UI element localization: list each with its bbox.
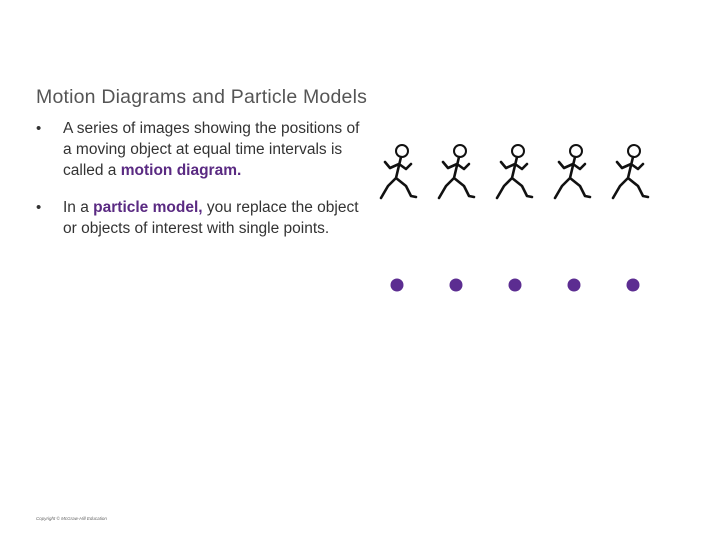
copyright-notice: Copyright © McGraw-Hill Education xyxy=(36,516,107,521)
bullet-text xyxy=(63,197,366,239)
bullet-item-motion-diagram xyxy=(36,118,366,181)
running-person-icon xyxy=(555,145,590,198)
running-person-icon xyxy=(381,145,416,198)
particle-point xyxy=(450,279,463,292)
running-person-icon xyxy=(613,145,648,198)
running-person-icon xyxy=(497,145,532,198)
term-particle-model: particle model, xyxy=(93,199,203,216)
term-motion-diagram: motion diagram. xyxy=(120,162,242,179)
bullet-item-particle-model xyxy=(36,197,366,239)
particle-model-points xyxy=(388,276,648,294)
bullet-text-plain: In a xyxy=(63,199,94,216)
bullet-marker: • xyxy=(36,120,42,137)
particle-point xyxy=(509,279,522,292)
particle-point xyxy=(568,279,581,292)
particle-point xyxy=(391,279,404,292)
particle-point xyxy=(627,279,640,292)
running-person-icon xyxy=(439,145,474,198)
bullet-text-plain: A series of images showing the positions of a moving object at equal time intervals is called a xyxy=(63,120,360,179)
motion-diagram-figures xyxy=(372,142,662,204)
bullet-marker: • xyxy=(36,199,42,216)
slide-title: Motion Diagrams and Particle Models xyxy=(36,86,368,108)
bullet-text-after: you replace the object or objects of interest with single points. xyxy=(63,199,359,237)
bullet-text xyxy=(63,118,366,181)
bullet-list xyxy=(36,118,366,255)
